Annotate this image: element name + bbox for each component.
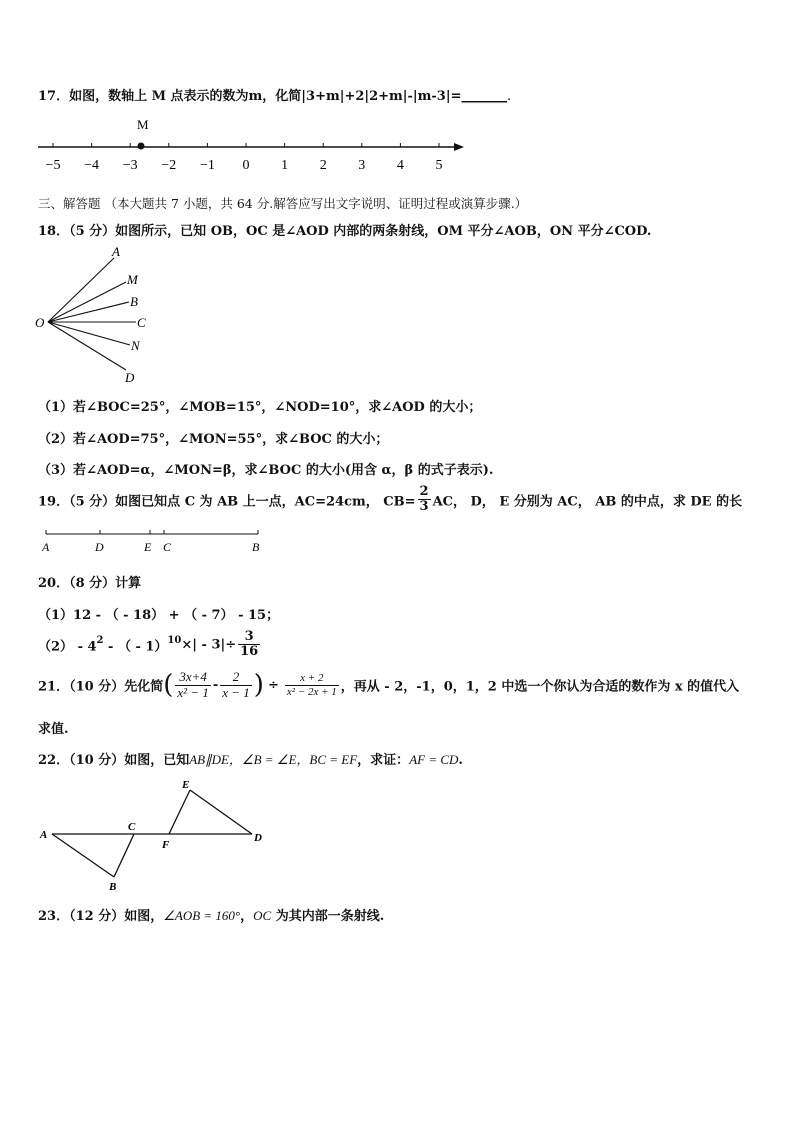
q21-f1-num: 3x+4 xyxy=(175,670,210,685)
q19-frac-num: 2 xyxy=(419,484,429,499)
number-line-tick-label: 4 xyxy=(396,158,404,173)
q21-pre: 21．（10 分）先化简 xyxy=(38,679,164,695)
q21-f1-den: x² − 1 xyxy=(177,684,209,700)
q21-f2-den: x − 1 xyxy=(222,684,250,700)
segment-bc xyxy=(114,834,134,877)
ray-on xyxy=(48,322,130,345)
q19-fraction xyxy=(418,485,431,515)
segment-ed xyxy=(190,790,252,834)
q21-fraction-3 xyxy=(285,672,339,697)
q20-fraction xyxy=(238,630,260,660)
q22-math: AB∥DE，∠B = ∠E，BC = EF xyxy=(189,752,358,767)
q21-minus: - xyxy=(212,677,219,693)
q20-p2-exp-2: 10 xyxy=(167,634,182,646)
number-line-tick-label: 0 xyxy=(242,158,250,173)
q18-figure xyxy=(34,244,164,392)
number-line-tick-label: −5 xyxy=(45,158,61,173)
label-f: F xyxy=(162,839,170,851)
q17-text xyxy=(38,85,511,104)
q19-frac-den: 3 xyxy=(419,499,429,515)
ray-oa xyxy=(48,258,114,322)
q23-stem xyxy=(38,905,384,924)
q23-oc: OC xyxy=(253,908,272,923)
q18-stem: 18．（5 分）如图所示，已知 OB，OC 是∠AOD 内部的两条射线，OM 平分∠AOB，ON 平分∠COD. xyxy=(38,224,652,239)
point-m xyxy=(138,143,145,150)
q19-figure xyxy=(36,526,276,556)
number-line-tick-label: −1 xyxy=(199,158,215,173)
q20-part-2 xyxy=(38,630,262,660)
q17-stem: 17．如图，数轴上 M 点表示的数为m，化简|3+m|+2|2+m|-|m-3|= xyxy=(38,89,462,104)
q23-post: 为其内部一条射线. xyxy=(271,909,385,924)
q20-p2-post: ×| - 3|÷ xyxy=(181,637,237,653)
label-b: B xyxy=(252,540,260,554)
q19-post: AC， D， E 分别为 AC， AB 的中点，求 DE 的长 xyxy=(432,494,743,510)
q22-goal: AF = CD xyxy=(409,752,459,767)
q20-frac-den: 16 xyxy=(240,644,259,660)
q22-figure xyxy=(34,776,274,894)
q20-p2-exp-1: 2 xyxy=(96,634,104,646)
q18-part-2: （2）若∠AOD=75°，∠MON=55°，求∠BOC 的大小； xyxy=(38,432,389,447)
label-o: O xyxy=(35,315,45,330)
label-d: D xyxy=(95,540,104,554)
q21-f3-num: x + 2 xyxy=(285,672,339,685)
label-b: B xyxy=(130,294,138,309)
number-line-tick-label: 1 xyxy=(281,158,289,173)
q17-blank: _______ xyxy=(461,89,507,104)
q21-paren-open: ( xyxy=(163,670,174,700)
q22-pre: 22．（10 分）如图，已知 xyxy=(38,753,190,768)
label-d: D xyxy=(125,370,135,385)
q20-frac-num: 3 xyxy=(238,630,260,645)
label-m: M xyxy=(127,272,138,287)
q21-fraction-2 xyxy=(220,670,252,700)
section-3-heading: 三、解答题 （本大题共 7 小题，共 64 分.解答应写出文字说明、证明过程或演算步骤.） xyxy=(38,196,528,211)
ray-om xyxy=(48,282,126,322)
number-line-arrow xyxy=(454,143,464,151)
q22-stem xyxy=(38,749,463,768)
q20-part-1: （1）12 - （ - 18） + （ - 7） - 15； xyxy=(38,608,280,623)
q21-fraction-1 xyxy=(175,670,210,700)
segment-ab xyxy=(52,834,114,877)
label-e: E xyxy=(144,540,152,554)
ray-od xyxy=(48,322,126,370)
number-line-tick-label: 3 xyxy=(358,158,366,173)
q20-p2-mid: - （ - 1） xyxy=(103,639,168,655)
label-c: C xyxy=(137,315,146,330)
q19-stem xyxy=(38,485,742,515)
q21-post: ，再从 - 2，-1，0，1，2 中选一个你认为合适的数作为 x 的值代入 xyxy=(340,679,740,695)
label-a: A xyxy=(112,244,120,259)
q18-part-3: （3）若∠AOD=α，∠MON=β，求∠BOC 的大小(用含 α，β 的式子表示). xyxy=(38,463,494,478)
segment-fe xyxy=(169,790,190,834)
q21-paren-close: ) xyxy=(253,670,264,700)
q21-div: ÷ xyxy=(267,677,279,693)
q23-pre: 23．（12 分）如图， xyxy=(38,909,164,924)
label-n: N xyxy=(131,338,140,353)
q20-p2-pre: （2） - 4 xyxy=(38,639,97,655)
q18-part-1: （1）若∠BOC=25°，∠MOB=15°，∠NOD=10°，求∠AOD 的大小； xyxy=(38,400,482,415)
label-e: E xyxy=(182,779,190,791)
q22-end: . xyxy=(458,753,463,768)
q19-pre: 19．（5 分）如图已知点 C 为 AB 上一点，AC=24cm， CB= xyxy=(38,494,416,510)
label-c: C xyxy=(128,821,136,833)
label-a: A xyxy=(42,540,50,554)
number-line-tick-label: −3 xyxy=(122,158,138,173)
number-line-tick-label: 5 xyxy=(435,158,443,173)
q21-line-2: 求值. xyxy=(38,722,69,737)
point-m-label: M xyxy=(137,117,149,132)
q22-mid: ，求证： xyxy=(357,753,410,768)
number-line-tick-label: −2 xyxy=(161,158,177,173)
number-line xyxy=(30,112,480,180)
q20-title: 20．（8 分）计算 xyxy=(38,576,142,591)
q21-f3-den: x² − 2x + 1 xyxy=(286,685,337,698)
number-line-tick-label: 2 xyxy=(319,158,327,173)
label-a: A xyxy=(40,829,48,841)
label-c: C xyxy=(163,540,172,554)
q23-math: ∠AOB = 160° xyxy=(163,908,241,923)
q23-mid: ， xyxy=(240,909,254,924)
label-b: B xyxy=(109,881,117,893)
q17-end: . xyxy=(506,89,512,104)
q21-stem xyxy=(38,670,739,700)
q21-f2-num: 2 xyxy=(220,670,252,685)
number-line-tick-label: −4 xyxy=(84,158,100,173)
label-d: D xyxy=(254,832,262,844)
ray-ob xyxy=(48,302,129,322)
